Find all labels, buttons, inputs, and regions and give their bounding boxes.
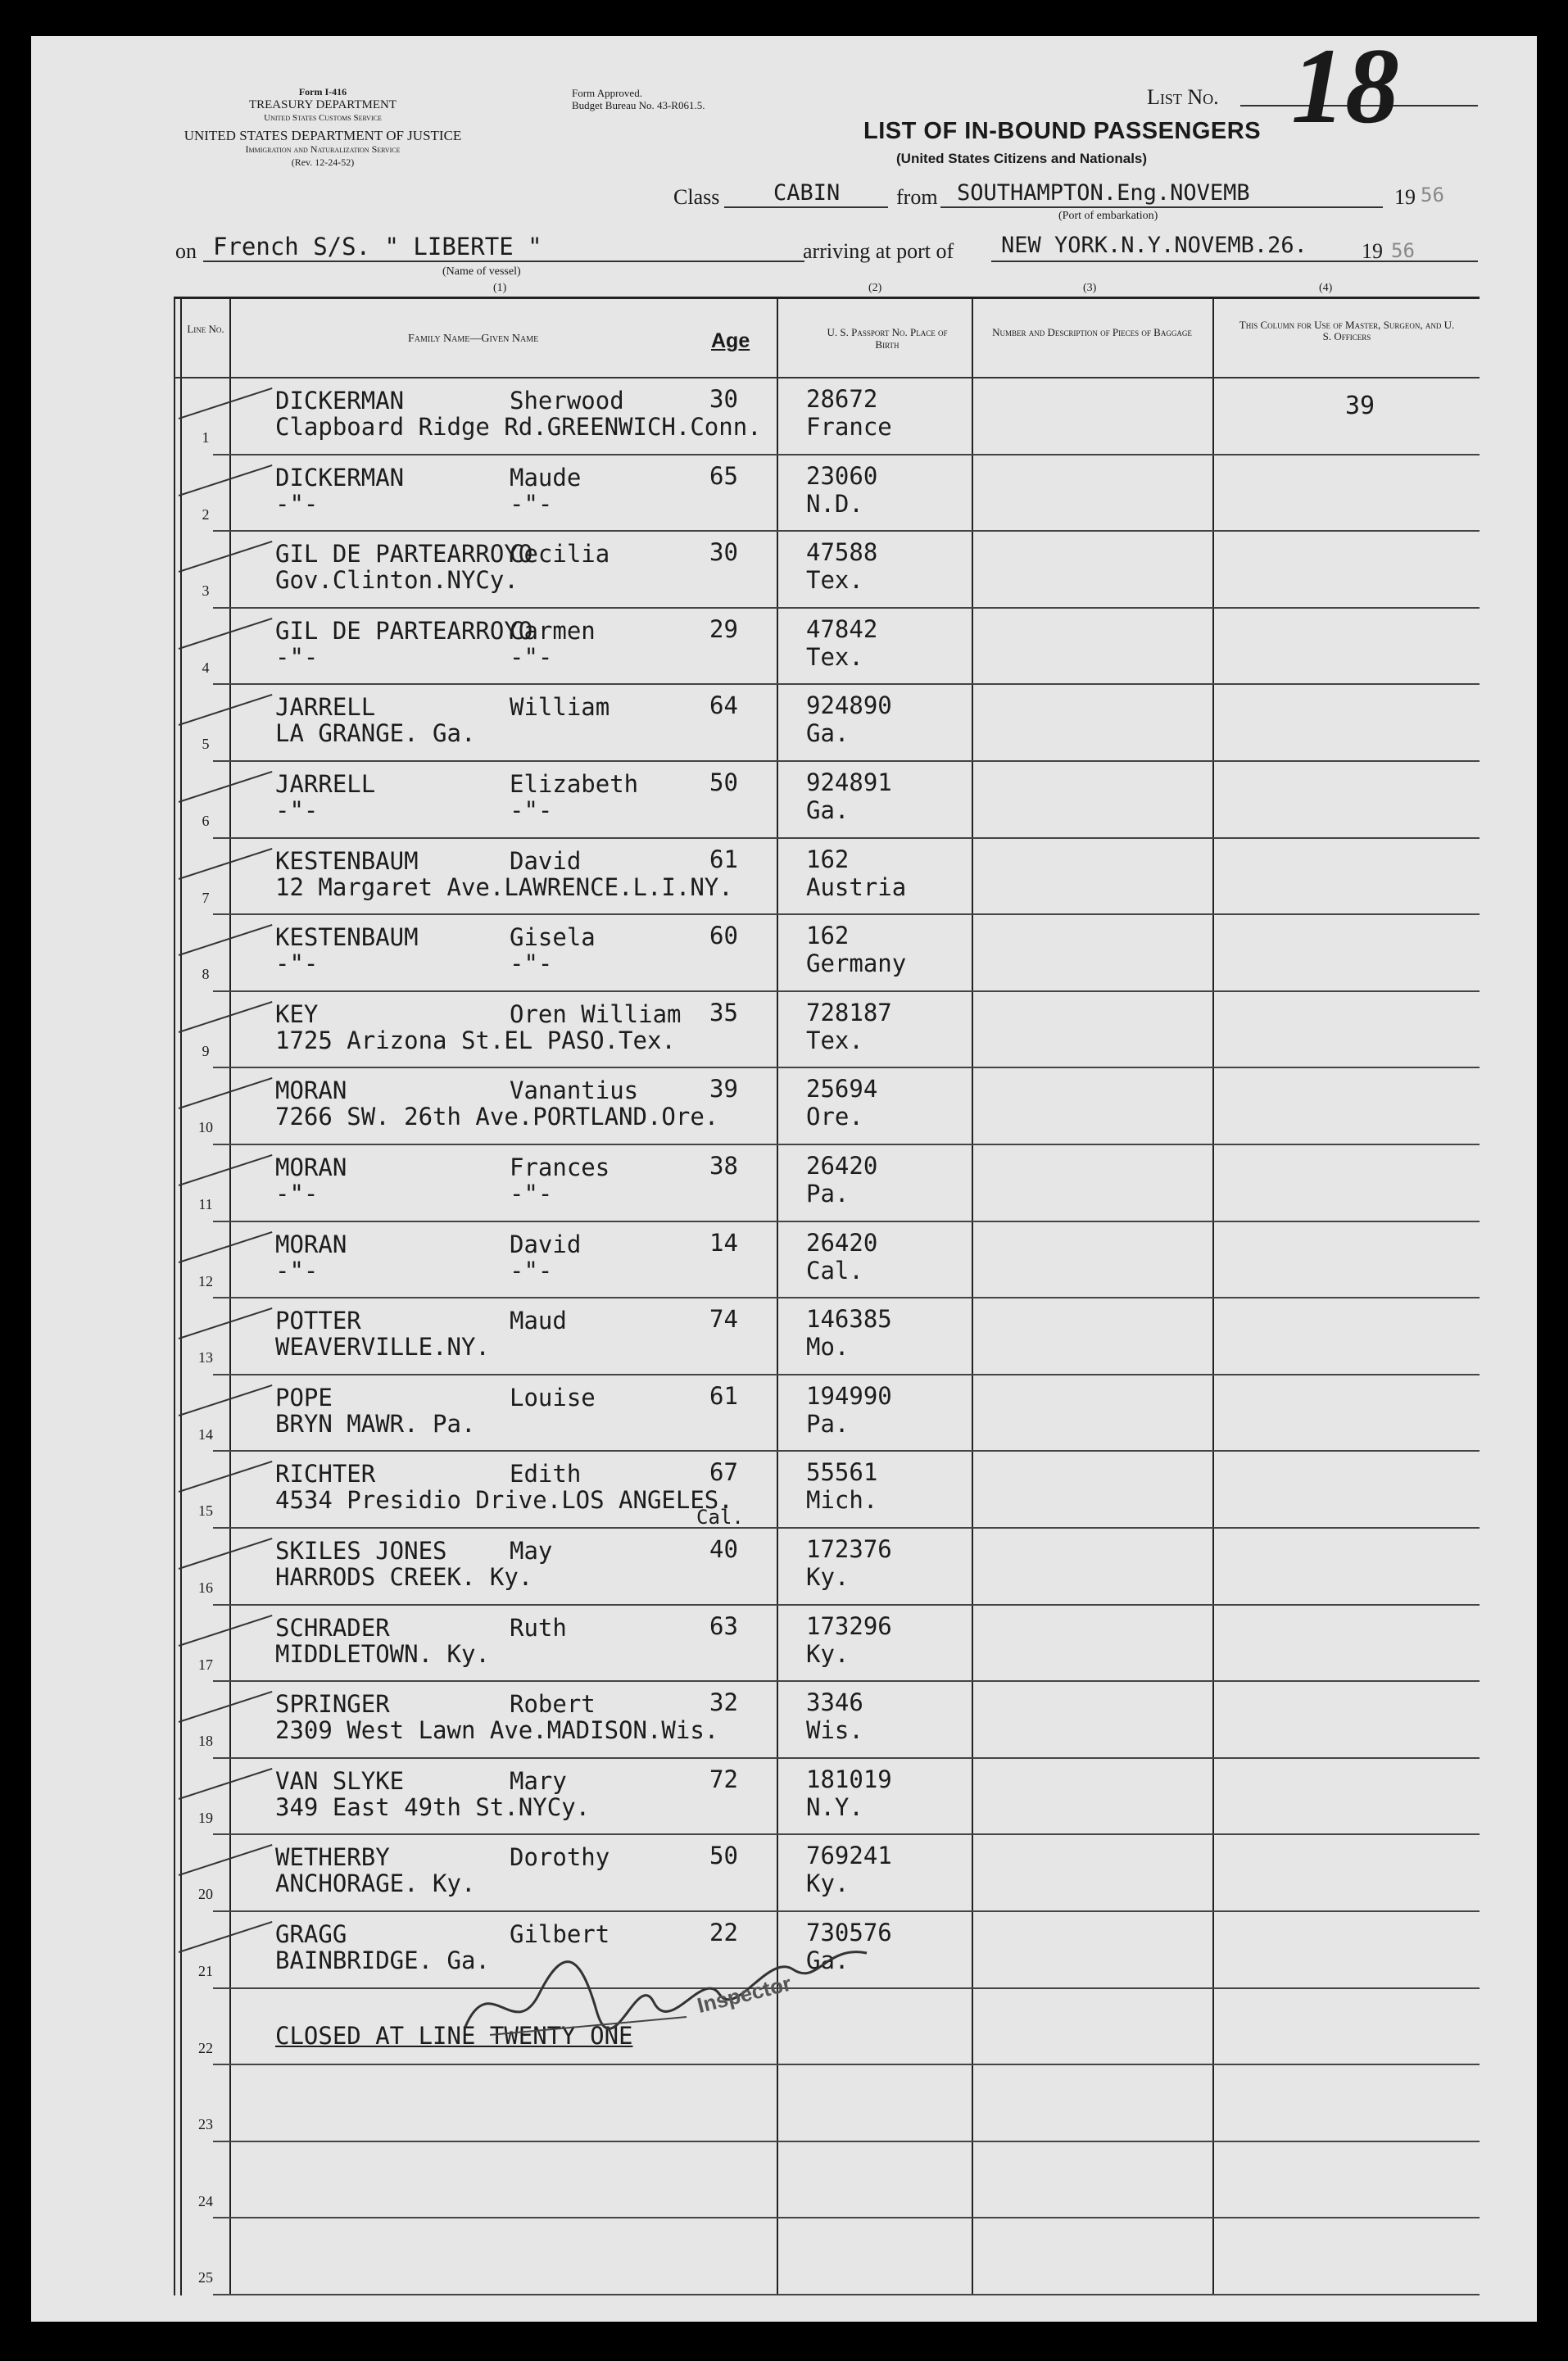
family-name: CLOSED AT LINE TWENTY ONE (275, 2021, 633, 2050)
age: 64 (709, 691, 738, 720)
place-of-birth: Mich. (806, 1486, 878, 1515)
age: 67 (709, 1458, 738, 1487)
given-name: Elizabeth (510, 770, 639, 798)
row-separator (213, 1067, 1480, 1068)
family-name: KEY (275, 999, 319, 1028)
age: 29 (709, 614, 738, 643)
address: MIDDLETOWN. Ky. (275, 1639, 490, 1668)
passport-number: 172376 (806, 1535, 892, 1563)
place-of-birth: Germany (806, 949, 907, 978)
age: 61 (709, 845, 738, 873)
form-number: Form I-416 (298, 86, 347, 97)
family-name: POTTER (275, 1307, 361, 1335)
line-tick-mark (179, 848, 273, 880)
line-number: 11 (198, 1196, 213, 1212)
address: -"- (275, 642, 319, 671)
family-name: KESTENBAUM (275, 923, 419, 952)
passport-number: 173296 (806, 1611, 892, 1640)
family-name: GIL DE PARTEARROYO (275, 540, 533, 569)
given-name: Vanantius (510, 1076, 639, 1105)
family-name: POPE (275, 1383, 333, 1412)
line-tick-mark (179, 387, 273, 419)
passport-col-border (972, 297, 973, 2295)
address: -"- (275, 949, 319, 978)
row-separator (213, 1144, 1480, 1145)
row-separator (213, 1450, 1480, 1452)
line-tick-mark (179, 1001, 273, 1033)
given-name: William (510, 693, 610, 722)
given-name: Robert (510, 1690, 596, 1719)
address: WEAVERVILLE.NY. (275, 1333, 490, 1362)
address: ANCHORAGE. Ky. (275, 1869, 476, 1898)
line-number: 3 (202, 582, 210, 600)
col-num-3: (3) (1083, 282, 1097, 294)
age: 39 (709, 1075, 738, 1103)
place-of-birth: Ga. (806, 796, 850, 824)
line-number: 21 (198, 1963, 213, 1979)
line-number: 2 (202, 505, 210, 523)
passport-number: 162 (806, 922, 850, 950)
place-of-birth: Austria (806, 872, 907, 901)
given-name: Mary (510, 1766, 567, 1795)
age: 50 (709, 1842, 738, 1870)
place-of-birth: Ore. (806, 1103, 863, 1131)
class-label: Class (673, 185, 720, 209)
family-name: SKILES JONES (275, 1537, 447, 1565)
passenger-list-document (31, 25, 1537, 2322)
place-of-birth: Tex. (806, 642, 863, 671)
from-label: from (896, 185, 938, 209)
passport-number: 25694 (806, 1075, 878, 1103)
family-name: DICKERMAN (275, 387, 405, 415)
family-name: VAN SLYKE (275, 1766, 405, 1795)
table-left-border-2 (180, 297, 182, 2295)
given-name-ditto: -"- (510, 1256, 553, 1285)
given-name: Carmen (510, 616, 596, 645)
line-tick-mark (179, 1844, 273, 1876)
given-name: Edith (510, 1460, 582, 1489)
age: 14 (709, 1228, 738, 1257)
header-baggage: Number and Description of Pieces of Baggage (992, 326, 1192, 338)
given-name: May (510, 1537, 553, 1565)
address-continuation: Cal. (696, 1506, 744, 1529)
from-year: 56 (1421, 184, 1444, 206)
address: 7266 SW. 26th Ave.PORTLAND.Ore. (275, 1103, 719, 1131)
place-of-birth: Ga. (806, 1946, 850, 1974)
place-of-birth: N.Y. (806, 1792, 863, 1821)
place-of-birth: Tex. (806, 566, 863, 595)
header-age: Age (711, 329, 750, 352)
given-name-ditto: -"- (510, 489, 553, 518)
address: -"- (275, 796, 319, 824)
address: LA GRANGE. Ga. (275, 719, 476, 748)
col-num-4: (4) (1319, 282, 1333, 294)
revision-date: (Rev. 12-24-52) (291, 156, 355, 168)
address: HARRODS CREEK. Ky. (275, 1563, 533, 1591)
address: 1725 Arizona St.EL PASO.Tex. (275, 1026, 676, 1054)
embarkation-value: SOUTHAMPTON.Eng.NOVEMB (957, 180, 1250, 206)
row-separator (213, 1297, 1480, 1298)
arrival-value: NEW YORK.N.Y.NOVEMB.26. (1001, 233, 1307, 258)
family-name: WETHERBY (275, 1843, 390, 1872)
form-header-left (175, 85, 470, 169)
row-separator (213, 913, 1480, 915)
list-no-label: List No. (1147, 85, 1219, 109)
passport-number: 26420 (806, 1152, 878, 1180)
passport-number: 47588 (806, 538, 878, 567)
passport-number: 26420 (806, 1228, 878, 1257)
given-name: Ruth (510, 1613, 567, 1642)
header-line-no: Line No. (187, 323, 224, 335)
vessel-underline (203, 261, 804, 262)
line-number: 12 (198, 1272, 213, 1289)
row-separator (213, 990, 1480, 992)
family-name: GIL DE PARTEARROYO (275, 616, 533, 645)
family-name: SCHRADER (275, 1613, 390, 1642)
address: 349 East 49th St.NYCy. (275, 1792, 591, 1821)
line-tick-mark (179, 1615, 273, 1647)
age: 32 (709, 1688, 738, 1717)
place-of-birth: Cal. (806, 1256, 863, 1285)
family-name: RICHTER (275, 1460, 376, 1489)
line-tick-mark (179, 771, 273, 803)
line-number: 10 (198, 1119, 213, 1136)
given-name: Louise (510, 1383, 596, 1412)
given-name: Cecilia (510, 540, 610, 569)
given-name: David (510, 846, 582, 875)
line-number: 6 (202, 813, 210, 829)
place-of-birth: France (806, 413, 892, 441)
place-of-birth: Tex. (806, 1026, 863, 1054)
address: -"- (275, 1256, 319, 1285)
line-tick-mark (179, 1384, 273, 1416)
place-of-birth: Ky. (806, 1563, 850, 1591)
given-name-ditto: -"- (510, 1180, 553, 1208)
on-label: on (175, 239, 197, 263)
place-of-birth: Ky. (806, 1639, 850, 1668)
line-number: 23 (198, 2116, 213, 2133)
line-tick-mark (179, 1921, 273, 1953)
passport-number: 28672 (806, 385, 878, 413)
age: 72 (709, 1765, 738, 1793)
row-separator (213, 530, 1480, 532)
row-separator (213, 837, 1480, 839)
age: 35 (709, 998, 738, 1026)
row-separator (213, 454, 1480, 455)
line-tick-mark (179, 1461, 273, 1493)
line-number: 20 (198, 1886, 213, 1903)
line-tick-mark (179, 541, 273, 573)
given-name-ditto: -"- (510, 642, 553, 671)
family-name: GRAGG (275, 1920, 347, 1948)
form-approved: Form Approved. (572, 87, 642, 99)
form-approval (572, 87, 705, 111)
passport-number: 162 (806, 845, 850, 873)
address: BRYN MAWR. Pa. (275, 1409, 476, 1438)
address: -"- (275, 489, 319, 518)
list-subtitle: (United States Citizens and Nationals) (896, 151, 1148, 166)
list-number-handwritten: 18 (1291, 25, 1399, 146)
age: 38 (709, 1152, 738, 1180)
given-name: Gisela (510, 923, 596, 952)
line-number: 4 (202, 659, 210, 676)
header-officers: This Column for Use of Master, Surgeon, and U. S. Officers (1239, 319, 1455, 342)
passport-number: 47842 (806, 614, 878, 643)
line-number: 16 (198, 1579, 213, 1596)
place-of-birth: Pa. (806, 1180, 850, 1208)
line-number: 19 (198, 1809, 213, 1826)
place-of-birth: Ga. (806, 719, 850, 748)
col-num-2: (2) (868, 282, 882, 294)
place-of-birth: Ky. (806, 1869, 850, 1898)
inspector-stamp: Inspector (695, 1970, 794, 2019)
line-tick-mark (179, 1691, 273, 1723)
given-name: David (510, 1230, 582, 1258)
row-separator (213, 1757, 1480, 1759)
arrival-year-prefix: 19 (1362, 239, 1383, 263)
row-separator (213, 2141, 1480, 2142)
header-name: Family Name—Given Name (408, 333, 539, 345)
line-number: 7 (202, 889, 210, 906)
treasury-dept: TREASURY DEPARTMENT (248, 98, 397, 111)
vessel-caption: (Name of vessel) (442, 265, 521, 278)
line-number: 13 (198, 1349, 213, 1366)
family-name: MORAN (275, 1153, 347, 1181)
passport-number: 769241 (806, 1842, 892, 1870)
age: 30 (709, 538, 738, 567)
given-name: Sherwood (510, 387, 624, 415)
line-tick-mark (179, 1154, 273, 1186)
passport-number: 728187 (806, 998, 892, 1026)
line-number: 25 (198, 2269, 213, 2286)
header-passport: U. S. Passport No. Place of Birth (827, 326, 948, 351)
col-num-1: (1) (493, 282, 507, 294)
line-tick-mark (179, 1768, 273, 1800)
line-col-border (229, 297, 231, 2295)
arriving-label: arriving at port of (803, 239, 954, 263)
row-separator (213, 607, 1480, 609)
passport-number: 181019 (806, 1765, 892, 1793)
address: Gov.Clinton.NYCy. (275, 566, 519, 595)
address: 12 Margaret Ave.LAWRENCE.L.I.NY. (275, 872, 733, 901)
family-name: JARRELL (275, 693, 376, 722)
class-underline (724, 206, 888, 208)
vessel-value: French S/S. " LIBERTE " (213, 233, 542, 261)
line-number: 9 (202, 1042, 210, 1059)
family-name: KESTENBAUM (275, 846, 419, 875)
given-name: Gilbert (510, 1920, 610, 1948)
family-name: DICKERMAN (275, 463, 405, 492)
row-separator (213, 1221, 1480, 1222)
row-separator (213, 683, 1480, 685)
row-separator (213, 1527, 1480, 1529)
age: 74 (709, 1305, 738, 1334)
passport-number: 194990 (806, 1381, 892, 1410)
passport-number: 730576 (806, 1919, 892, 1946)
row-separator (213, 1833, 1480, 1835)
given-name: Dorothy (510, 1843, 610, 1872)
address: 4534 Presidio Drive.LOS ANGELES. (275, 1486, 733, 1515)
justice-dept: UNITED STATES DEPARTMENT OF JUSTICE (184, 128, 462, 143)
family-name: JARRELL (275, 770, 376, 798)
line-number: 24 (198, 2192, 213, 2209)
row-separator (213, 2217, 1480, 2218)
line-tick-mark (179, 1307, 273, 1339)
passport-number: 924890 (806, 691, 892, 720)
line-tick-mark (179, 618, 273, 650)
row-separator (213, 2064, 1480, 2065)
passport-number: 924891 (806, 768, 892, 796)
place-of-birth: Mo. (806, 1333, 850, 1362)
age: 60 (709, 922, 738, 950)
age: 22 (709, 1919, 738, 1946)
place-of-birth: Pa. (806, 1409, 850, 1438)
row-separator (213, 2294, 1480, 2295)
family-name: MORAN (275, 1076, 347, 1105)
family-name: SPRINGER (275, 1690, 390, 1719)
passport-number: 146385 (806, 1305, 892, 1334)
passport-number: 55561 (806, 1458, 878, 1487)
age: 40 (709, 1535, 738, 1563)
address: BAINBRIDGE. Ga. (275, 1946, 490, 1974)
customs-service: United States Customs Service (264, 113, 382, 123)
line-number: 5 (202, 736, 210, 753)
given-name: Maude (510, 463, 582, 492)
row-separator (213, 1374, 1480, 1375)
address: -"- (275, 1180, 319, 1208)
age: 30 (709, 385, 738, 413)
place-of-birth: Wis. (806, 1716, 863, 1745)
line-tick-mark (179, 1538, 273, 1570)
row-separator (213, 760, 1480, 762)
address: 2309 West Lawn Ave.MADISON.Wis. (275, 1716, 719, 1745)
given-name-ditto: -"- (510, 949, 553, 978)
baggage-col-border (1212, 297, 1214, 2295)
family-name: MORAN (275, 1230, 347, 1258)
given-name: Maud (510, 1307, 567, 1335)
officer-note: 39 (1345, 392, 1375, 420)
line-tick-mark (179, 694, 273, 726)
inspector-signature (441, 1920, 900, 2051)
line-tick-mark (179, 1231, 273, 1263)
line-number: 1 (202, 429, 210, 446)
line-tick-mark (179, 924, 273, 956)
row-separator (213, 1910, 1480, 1912)
arrival-year: 56 (1391, 239, 1415, 262)
age: 65 (709, 461, 738, 490)
from-year-prefix: 19 (1394, 185, 1416, 209)
address: Clapboard Ridge Rd.GREENWICH.Conn. (275, 413, 762, 441)
age: 61 (709, 1381, 738, 1410)
row-separator (213, 1604, 1480, 1606)
budget-bureau: Budget Bureau No. 43-R061.5. (572, 99, 705, 111)
port-embarkation-caption: (Port of embarkation) (1058, 210, 1158, 222)
table-left-border (174, 297, 175, 2295)
from-underline (940, 206, 1383, 208)
given-name-ditto: -"- (510, 796, 553, 824)
ins-service: Immigration and Naturalization Service (245, 143, 401, 155)
place-of-birth: N.D. (806, 489, 863, 518)
row-separator (213, 1680, 1480, 1682)
line-number: 8 (202, 966, 210, 983)
age: 63 (709, 1611, 738, 1640)
line-tick-mark (179, 464, 273, 496)
list-title: LIST OF IN-BOUND PASSENGERS (863, 118, 1262, 144)
line-number: 17 (198, 1656, 213, 1673)
passport-number: 23060 (806, 461, 878, 490)
given-name: Frances (510, 1153, 610, 1181)
table-top-border (174, 297, 1480, 299)
header-bottom-border (174, 377, 1480, 378)
line-number: 22 (198, 2039, 213, 2056)
line-number: 18 (198, 1733, 213, 1750)
class-value: CABIN (773, 180, 841, 206)
line-tick-mark (179, 1077, 273, 1109)
age: 50 (709, 768, 738, 796)
passport-number: 3346 (806, 1688, 863, 1717)
line-number: 15 (198, 1502, 213, 1520)
line-number: 14 (198, 1425, 213, 1443)
given-name: Oren William (510, 999, 682, 1028)
